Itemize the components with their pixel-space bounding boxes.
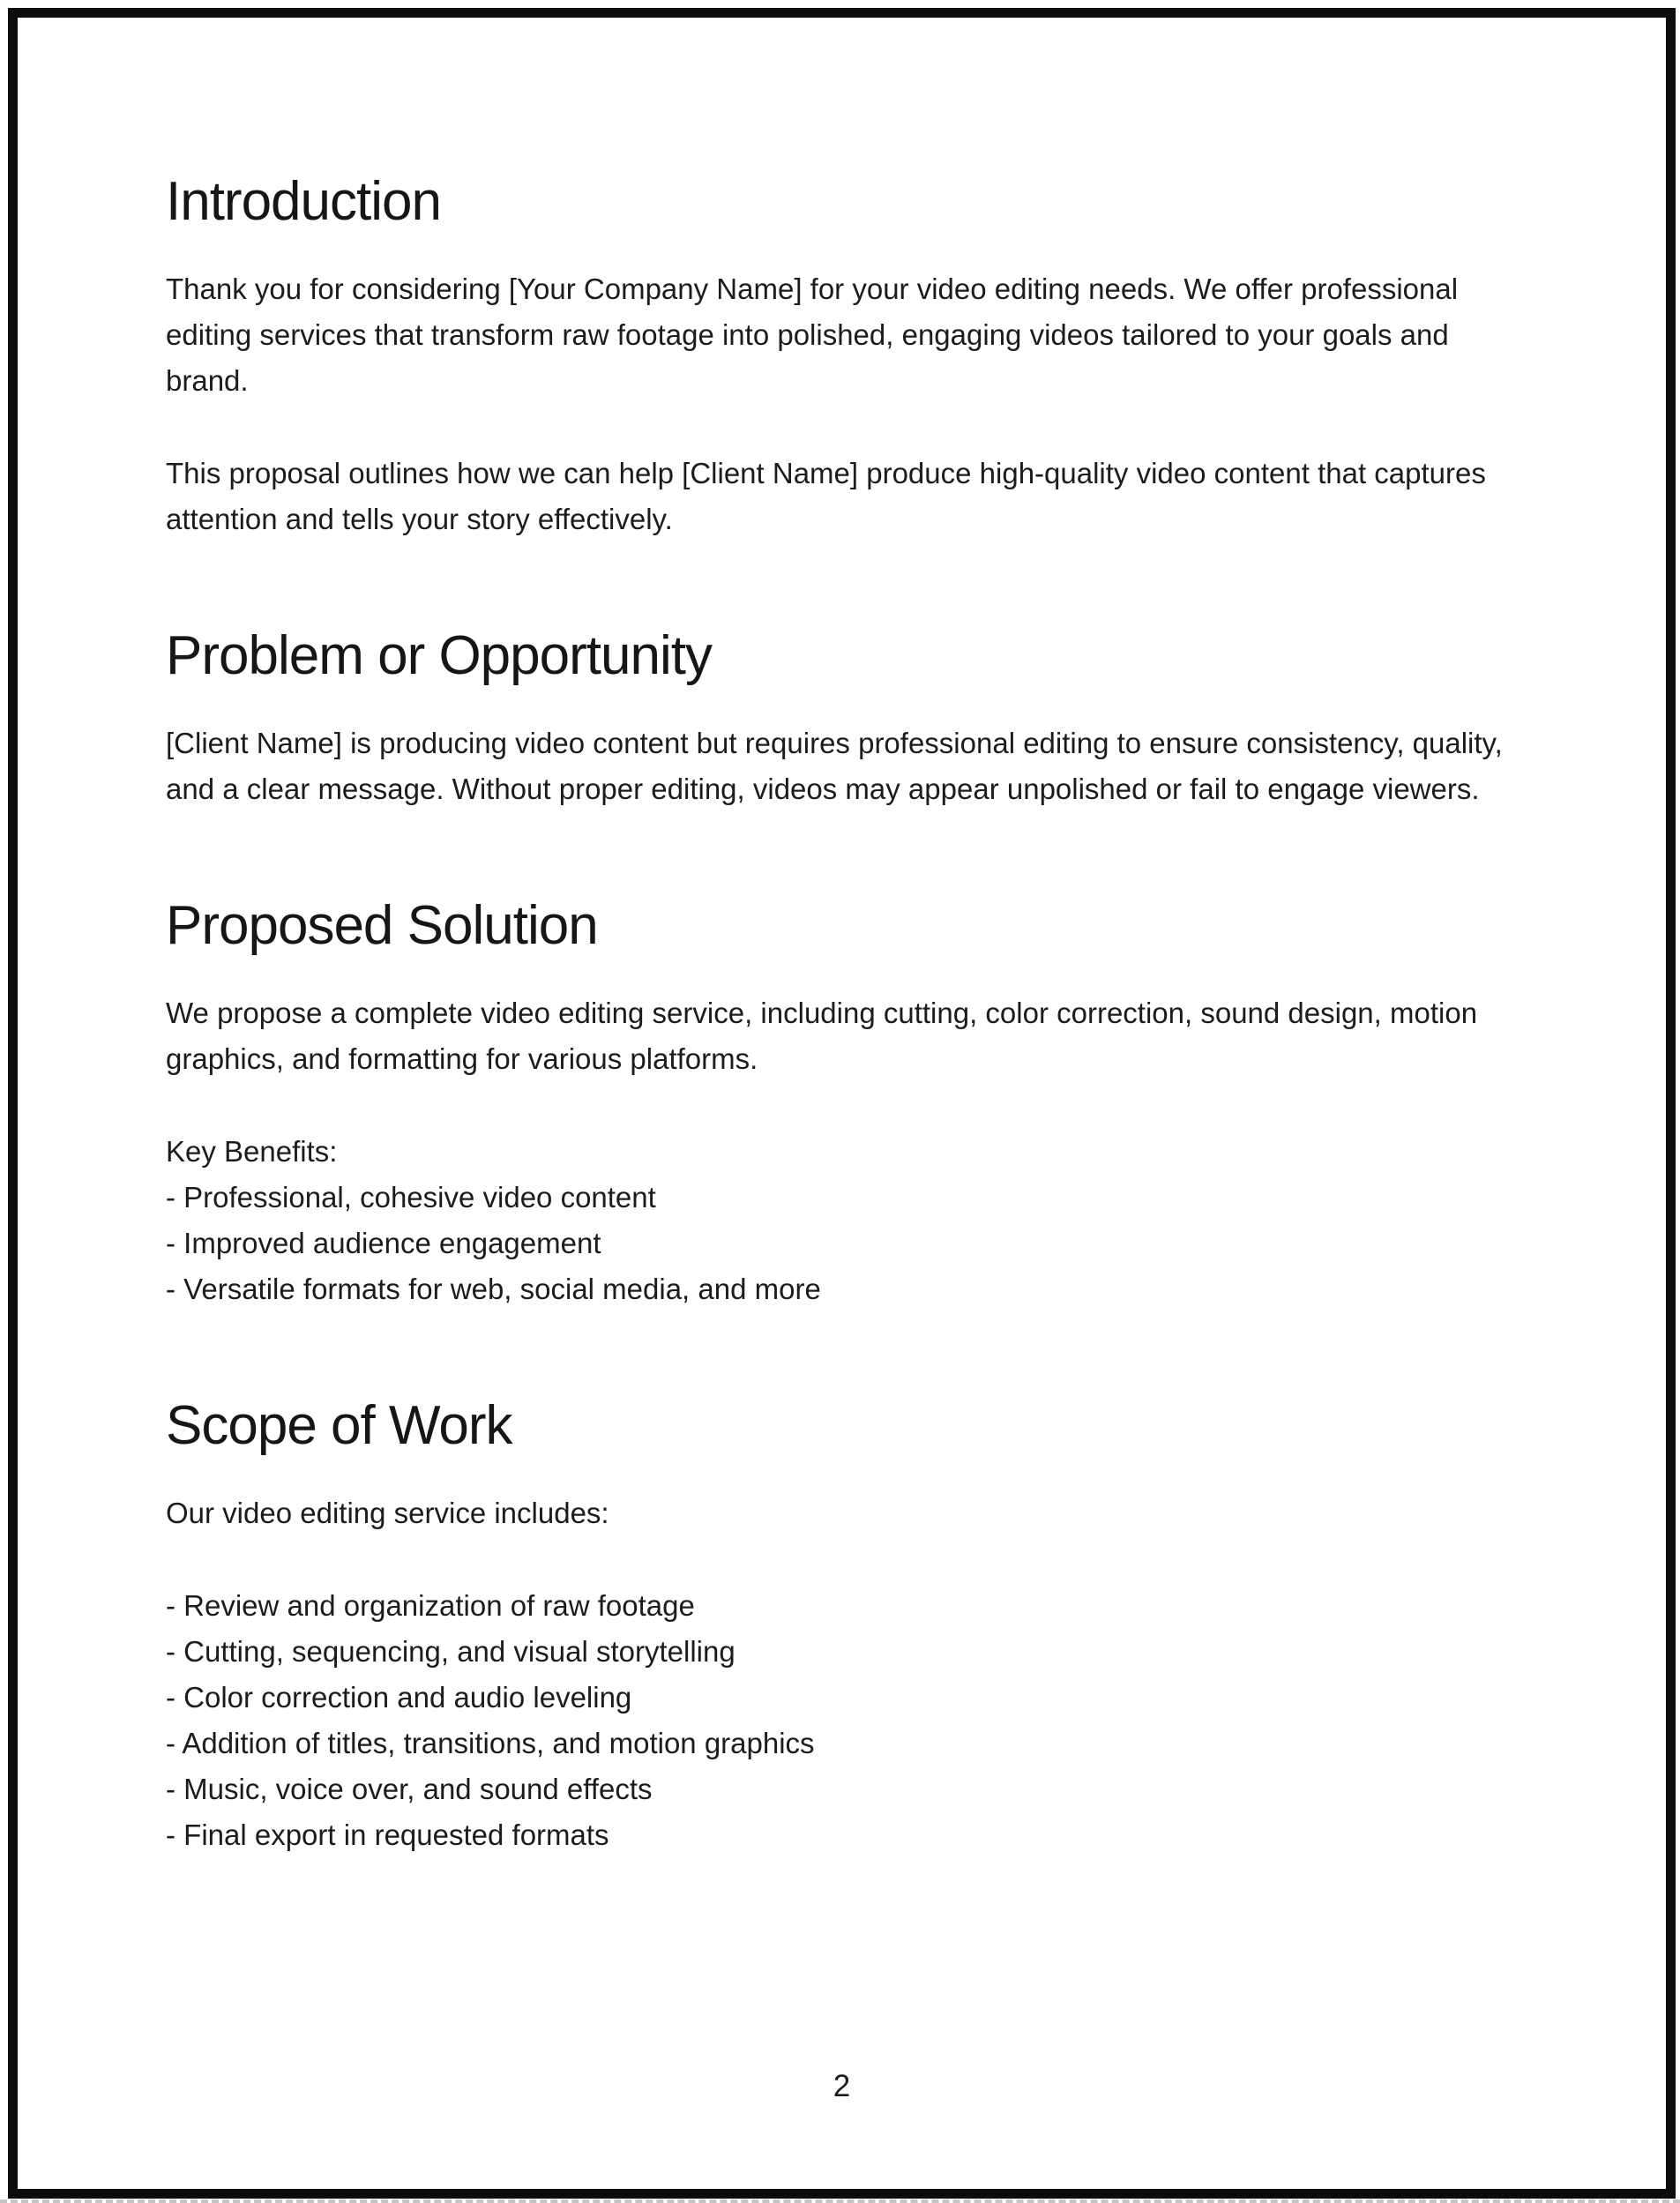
paragraph-scope-intro: Our video editing service includes: (166, 1497, 609, 1529)
page-content (18, 18, 1666, 1905)
key-benefits-intro: Key Benefits: (166, 1135, 338, 1168)
paragraph-introduction-1: Thank you for considering [Your Company Name] for your video editing needs. We offer professional editing services that transform raw footage into polished, engaging videos tailored to your goals and brand. (166, 273, 1459, 397)
list-item: - Review and organization of raw footage (166, 1589, 695, 1622)
section-heading-problem-or-opportunity: Problem or Opportunity (166, 625, 712, 686)
scope-of-work-list (166, 1583, 1518, 1858)
list-item: - Professional, cohesive video content (166, 1181, 656, 1214)
list-item: - Improved audience engagement (166, 1227, 601, 1259)
list-item: - Addition of titles, transitions, and motion graphics (166, 1727, 815, 1759)
section-heading-introduction: Introduction (166, 171, 441, 232)
list-item: - Music, voice over, and sound effects (166, 1773, 653, 1805)
list-item: - Cutting, sequencing, and visual storytelling (166, 1635, 735, 1668)
page-break-dashed-line (0, 2199, 1680, 2203)
key-benefits-list (166, 1129, 1518, 1312)
paragraph-proposed-solution: We propose a complete video editing service, including cutting, color correction, sound design, motion graphics, and formatting for various platforms. (166, 997, 1478, 1075)
paragraph-problem: [Client Name] is producing video content but requires professional editing to ensure consistency, quality, and a clear message. Without proper editing, videos may appear unpolished or fail to engage viewers. (166, 727, 1503, 805)
document-page (8, 8, 1676, 2199)
list-item: - Versatile formats for web, social media, and more (166, 1273, 821, 1305)
section-heading-scope-of-work: Scope of Work (166, 1395, 512, 1456)
list-item: - Color correction and audio leveling (166, 1681, 632, 1714)
paragraph-introduction-2: This proposal outlines how we can help [Client Name] produce high-quality video content that captures attention and tells your story effectively. (166, 457, 1486, 535)
page-number: 2 (833, 2069, 851, 2103)
list-item: - Final export in requested formats (166, 1818, 609, 1851)
section-heading-proposed-solution: Proposed Solution (166, 895, 598, 956)
